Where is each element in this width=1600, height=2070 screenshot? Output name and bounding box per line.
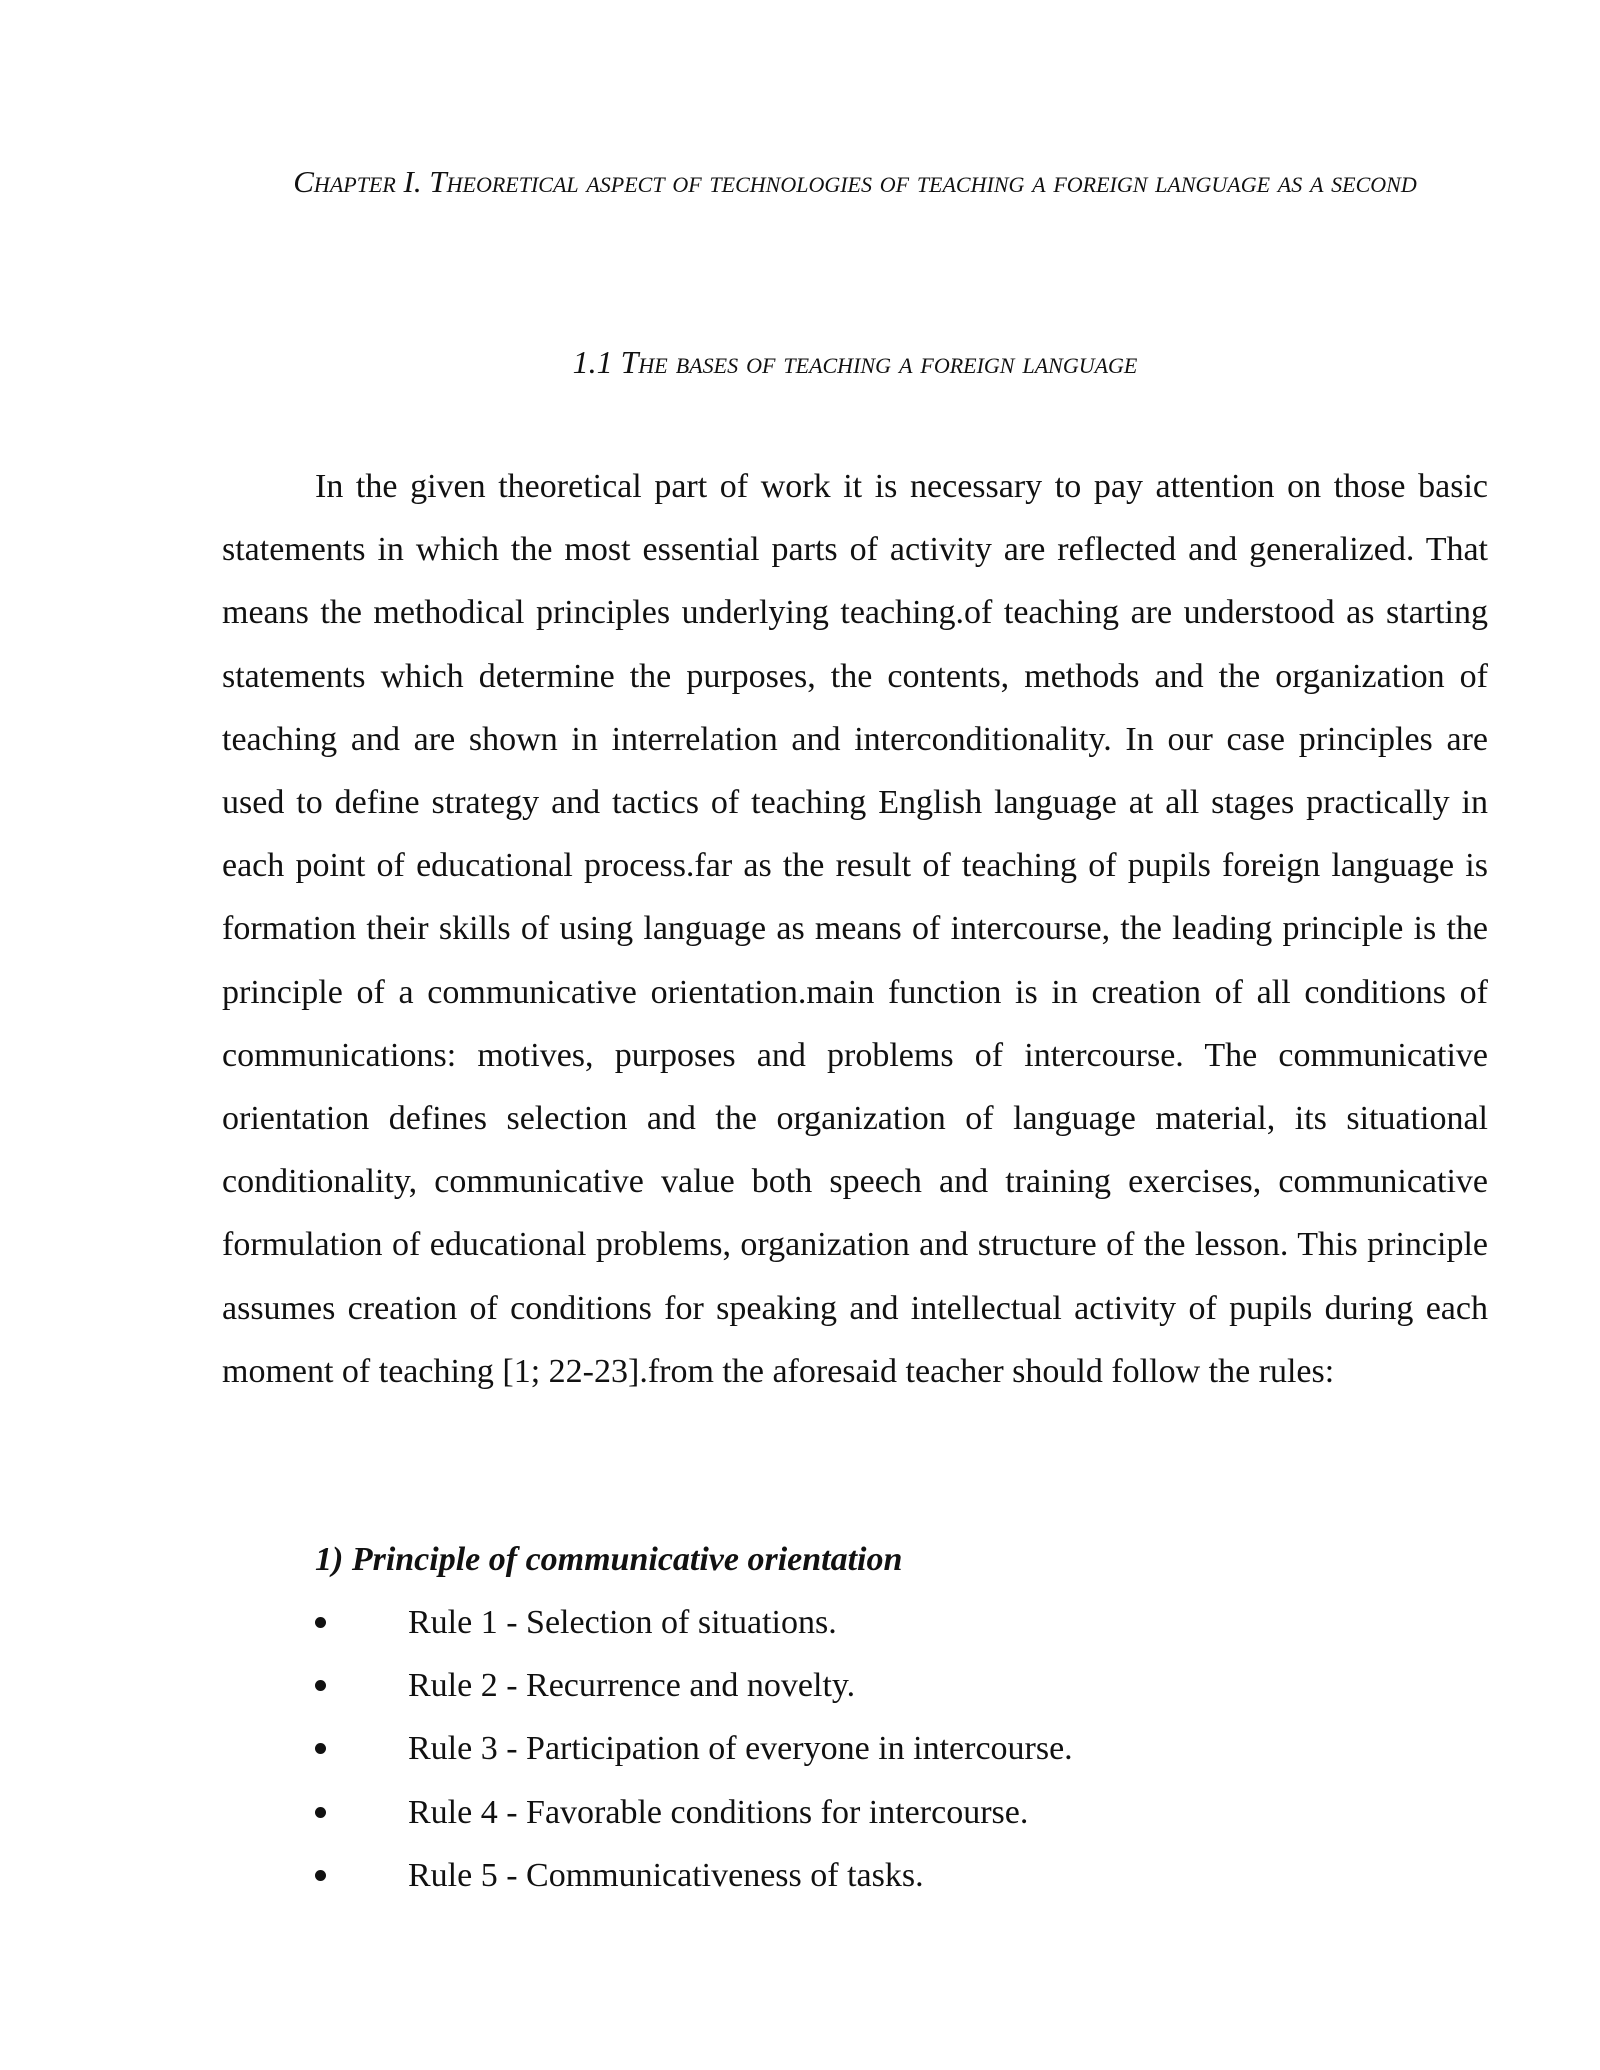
bullet-icon xyxy=(315,1807,326,1818)
bullet-icon xyxy=(315,1617,326,1628)
bullet-icon xyxy=(315,1680,326,1691)
rule-text: Rule 5 - Communicativeness of tasks. xyxy=(408,1856,924,1894)
chapter-heading: Chapter I. Theoretical aspect of technologies of teaching a foreign language as a second xyxy=(293,164,1417,199)
list-item xyxy=(315,1654,1415,1717)
bullet-icon xyxy=(315,1870,326,1881)
rules-list xyxy=(315,1591,1415,1907)
bullet-icon xyxy=(315,1743,326,1754)
principle-heading: 1) Principle of communicative orientation xyxy=(315,1541,903,1578)
rule-text: Rule 2 - Recurrence and novelty. xyxy=(408,1667,856,1705)
rule-text: Rule 1 - Selection of situations. xyxy=(408,1604,837,1641)
list-item xyxy=(315,1844,1415,1907)
rule-text: Rule 4 - Favorable conditions for intercourse. xyxy=(408,1793,1029,1831)
rule-text: Rule 3 - Participation of everyone in intercourse. xyxy=(408,1730,1073,1768)
list-item xyxy=(315,1591,1415,1654)
body-paragraph: In the given theoretical part of work it is necessary to pay attention on those basic statements in which the most essential parts of activity are reflected and generalized. That means the methodical principles underlying teaching.of teaching are understood as starting statements which determine the purposes, the contents, methods and the organization of teaching and are shown in interrelation and interconditionality. In our case principles are used to define strategy and tactics of teaching English language at all stages practically in each point of educational process.far as the result of teaching of pupils foreign language is formation their skills of using language as means of intercourse, the leading principle is the principle of a communicative orientation.main function is in creation of all conditions of communications: motives, purposes and problems of intercourse. The communicative orientation defines selection and the organization of language material, its situational conditionality, communicative value both speech and training exercises, communicative formulation of educational problems, organization and structure of the lesson. This principle assumes creation of conditions for speaking and intellectual activity of pupils during each moment of teaching [1; 22-23].from the aforesaid teacher should follow the rules: xyxy=(222,468,1488,1390)
list-item xyxy=(315,1717,1415,1780)
list-item xyxy=(315,1781,1415,1844)
section-heading: 1.1 The bases of teaching a foreign language xyxy=(572,344,1138,380)
